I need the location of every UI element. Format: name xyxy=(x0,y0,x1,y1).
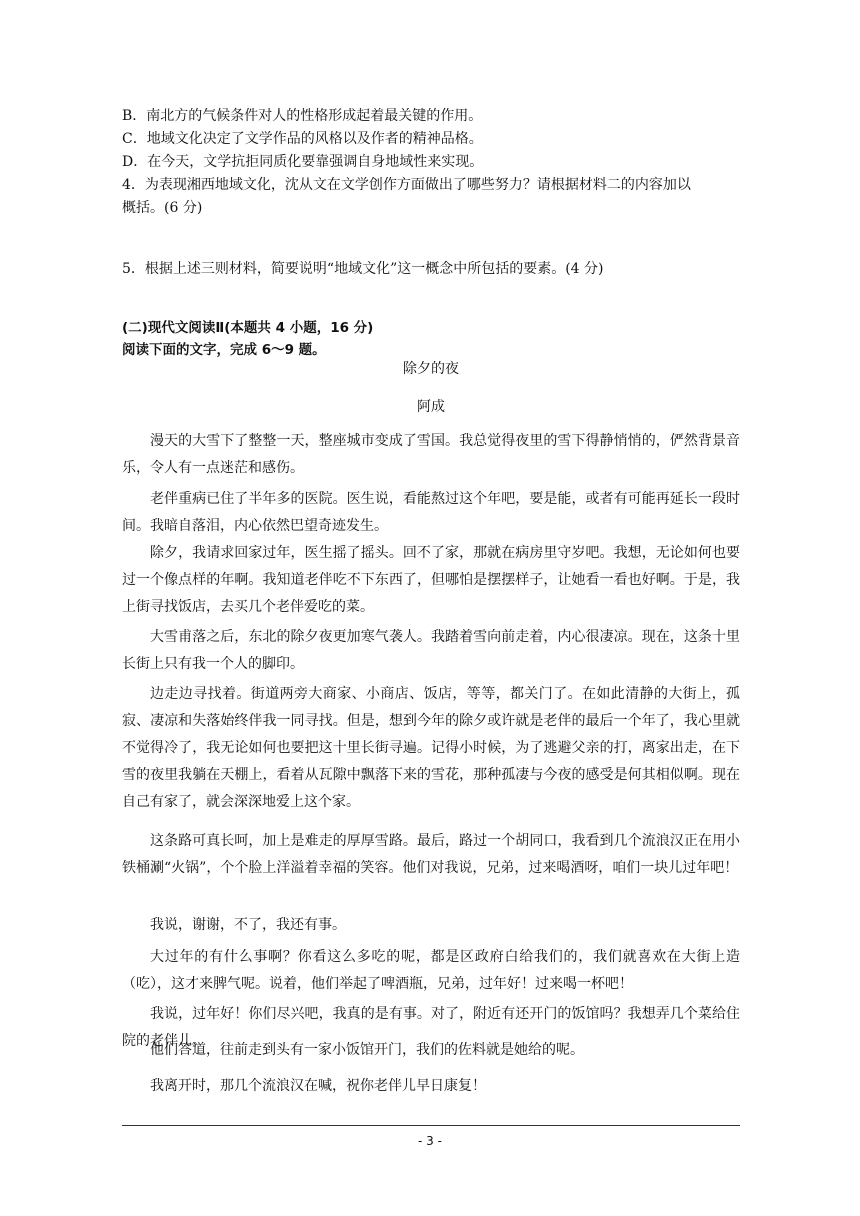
option-b: B．南北方的气候条件对人的性格形成起着最关键的作用。 xyxy=(122,108,483,124)
section-instruction: 阅读下面的文字，完成 6～9 题。 xyxy=(122,342,326,358)
article-paragraph: 我说，过年好！你们尽兴吧，我真的是有事。对了，附近有还开门的饭馆吗？我想弄几个菜给住院的老伴儿。 xyxy=(122,1006,740,1049)
article-paragraph: 漫天的大雪下了整整一天，整座城市变成了雪国。我总觉得夜里的雪下得静悄悄的，俨然背景音乐，令人有一点迷茫和感伤。 xyxy=(122,433,740,476)
article-author: 阿成 xyxy=(417,399,445,415)
article-paragraph: 边走边寻找着。街道两旁大商家、小商店、饭店，等等，都关门了。在如此清静的大街上，孤寂、凄凉和失落始终伴我一同寻找。但是，想到今年的除夕或许就是老伴的最后一个年了，我心里就不觉得冷了，我无论如何也要把这十里长街寻遍。记得小时候，为了逃避父亲的打，离家出走，在下雪的夜里我躺在天棚上，看着从瓦隙中飘落下来的雪花，那种孤凄与今夜的感受是何其相似啊。现在自己有家了，就会深深地爱上这个家。 xyxy=(122,686,740,810)
article-title: 除夕的夜 xyxy=(403,361,459,377)
page-number: - 3 - xyxy=(418,1134,442,1148)
article-paragraph: 老伴重病已住了半年多的医院。医生说，看能熬过这个年吧，要是能，或者有可能再延长一段时间。我暗自落泪，内心依然巴望奇迹发生。 xyxy=(122,491,740,534)
question-4-line-1: 4．为表现湘西地域文化，沈从文在文学创作方面做出了哪些努力？请根据材料二的内容加以 xyxy=(122,177,691,193)
question-4-line-2: 概括。(6 分) xyxy=(122,200,203,216)
article-paragraph: 我说，谢谢，不了，我还有事。 xyxy=(150,917,346,933)
option-c: C．地域文化决定了文学作品的风格以及作者的精神品格。 xyxy=(122,131,483,147)
option-d: D．在今天，文学抗拒同质化要靠强调自身地域性来实现。 xyxy=(122,154,484,170)
question-5: 5．根据上述三则材料，简要说明“地域文化”这一概念中所包括的要素。(4 分) xyxy=(122,261,604,277)
article-paragraph: 我离开时，那几个流浪汉在喊，祝你老伴儿早日康复！ xyxy=(150,1078,486,1094)
footer-divider xyxy=(122,1125,740,1126)
section-heading: (二)现代文阅读Ⅱ(本题共 4 小题，16 分) xyxy=(122,320,374,336)
article-paragraph: 大过年的有什么事啊？你看这么多吃的呢，都是区政府白给我们的，我们就喜欢在大街上造（吃），这才来脾气呢。说着，他们举起了啤酒瓶，兄弟，过年好！过来喝一杯吧！ xyxy=(122,949,740,992)
article-paragraph: 大雪甫落之后，东北的除夕夜更加寒气袭人。我踏着雪向前走着，内心很凄凉。现在，这条十里长街上只有我一个人的脚印。 xyxy=(122,629,740,672)
article-paragraph: 除夕，我请求回家过年，医生摇了摇头。回不了家，那就在病房里守岁吧。我想，无论如何也要过一个像点样的年啊。我知道老伴吃不下东西了，但哪怕是摆摆样子，让她看一看也好啊。于是，我上街寻找饭店，去买几个老伴爱吃的菜。 xyxy=(122,545,740,615)
article-paragraph: 这条路可真长呵，加上是难走的厚厚雪路。最后，路过一个胡同口，我看到几个流浪汉正在用小铁桶涮“火锅”，个个脸上洋溢着幸福的笑容。他们对我说，兄弟，过来喝酒呀，咱们一块儿过年吧！ xyxy=(122,833,740,876)
article-paragraph: 他们答道，往前走到头有一家小饭馆开门，我们的佐料就是她给的呢。 xyxy=(150,1042,584,1058)
